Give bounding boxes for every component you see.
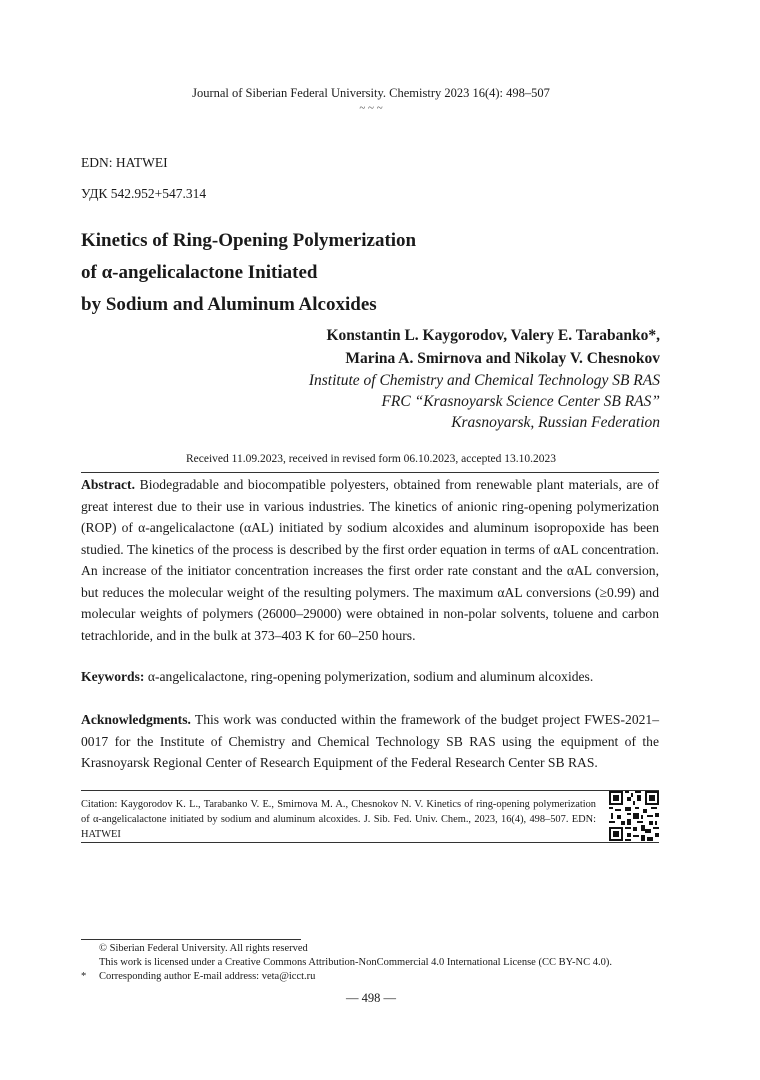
qr-code-icon (609, 791, 659, 841)
keywords (81, 666, 659, 688)
footnote-asterisk: * (81, 971, 87, 982)
authors-line-2: Marina A. Smirnova and Nikolay V. Chesnokov (345, 350, 660, 367)
affiliation-line-3: Krasnoyarsk, Russian Federation (451, 414, 660, 431)
footnote-corresponding-author: Corresponding author E-mail address: veta@icct.ru (99, 971, 316, 982)
divider-citation-bottom (81, 842, 659, 843)
page-number: — 498 — (346, 991, 396, 1005)
journal-header: Journal of Siberian Federal University. Chemistry 2023 16(4): 498–507 (192, 86, 550, 100)
footnote-divider (81, 939, 301, 940)
keywords-text: α-angelicalactone, ring-opening polymerization, sodium and aluminum alcoxides. (147, 669, 594, 684)
abstract-text: Biodegradable and biocompatible polyesters, obtained from renewable plant materials, are of great interest due to their use in various industries. The kinetics of anionic ring-opening polymerization (ROP) of α-angelicalactone (αAL) initiated by sodium alcoxides and aluminum isopropoxide has been studied. The kinetics of the process is described by the first order equation in terms of αAL concentration. An increase of the initiator concentration increases the first order rate constant and the αAL conversion, but reduces the molecular weight of the resulting polymers. The maximum αAL conversions (≥0.99) and molecular weights of polymers (26000–29000) were obtained in non-polar solvents, toluene and carbon tetrachloride, and in the bulk at 373–403 K for 60–250 hours. (81, 477, 660, 643)
paper-title (81, 225, 641, 321)
affiliation-line-2: FRC “Krasnoyarsk Science Center SB RAS” (381, 393, 660, 410)
author-list (327, 324, 661, 370)
affiliation (309, 370, 660, 433)
divider-top (81, 472, 659, 473)
header-ornament: ~ ~ ~ (359, 102, 383, 114)
abstract (81, 474, 659, 646)
udk-id: УДК 542.952+547.314 (81, 186, 207, 201)
footnote-copyright: © Siberian Federal University. All rights reserved (99, 943, 308, 954)
title-line-1: Kinetics of Ring-Opening Polymerization (81, 230, 417, 251)
affiliation-line-1: Institute of Chemistry and Chemical Technology SB RAS (308, 372, 660, 389)
footnote-license: This work is licensed under a Creative Commons Attribution-NonCommercial 4.0 International License (CC BY-NC 4.0). (99, 957, 612, 968)
keywords-label: Keywords: (81, 669, 145, 684)
acknowledgments-label: Acknowledgments. (81, 712, 191, 727)
title-line-3: by Sodium and Aluminum Alcoxides (81, 294, 377, 315)
authors-line-1: Konstantin L. Kaygorodov, Valery E. Tarabanko*, (326, 327, 660, 344)
abstract-label: Abstract. (81, 477, 135, 492)
citation: Citation: Kaygorodov K. L., Tarabanko V. E., Smirnova M. A., Chesnokov N. V. Kinetics of ring-opening polymerization of α-angelicalactone initiated by sodium and aluminum alcoxides. J. Sib. Fed. Univ. Chem., 2023, 16(4), 498–507. EDN: HATWEI (81, 799, 596, 840)
acknowledgments (81, 709, 659, 774)
divider-citation-top (81, 790, 659, 791)
edn-id: EDN: HATWEI (81, 155, 168, 170)
title-line-2: of α-angelicalactone Initiated (81, 262, 318, 283)
received-dates: Received 11.09.2023, received in revised form 06.10.2023, accepted 13.10.2023 (185, 453, 557, 465)
acknowledgments-text: This work was conducted within the framework of the budget project FWES-2021–0017 for the Institute of Chemistry and Chemical Technology SB RAS using the equipment of the Krasnoyarsk Regional Center of Research Equipment of the Federal Research Center SB RAS. (81, 712, 660, 770)
